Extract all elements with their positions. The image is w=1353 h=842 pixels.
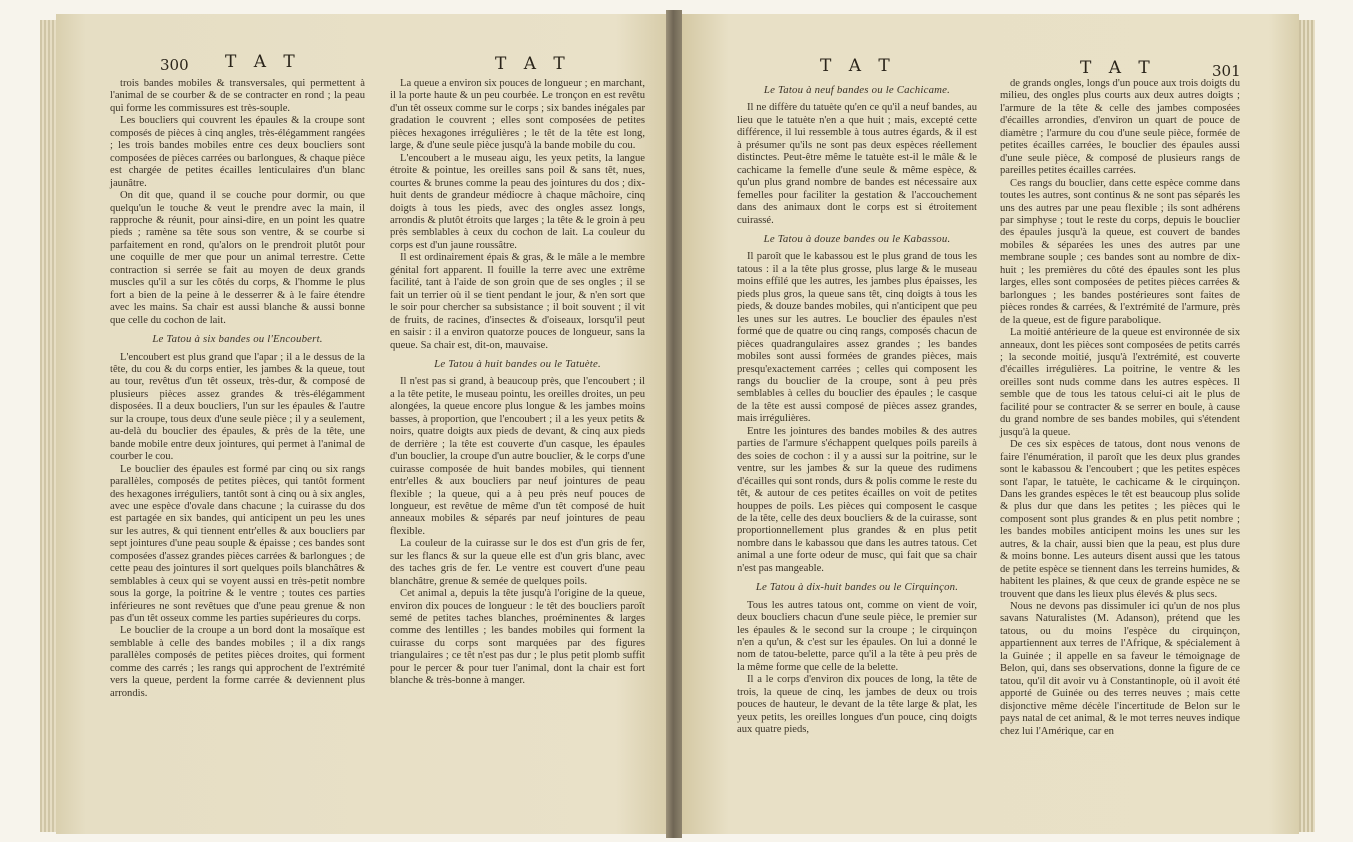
paragraph: Tous les autres tatous ont, comme on vient de voir, deux boucliers chacun d'une seule pièce, le premier sur les épaules & le second sur la croupe ; le cirquinçon n'en a qu'un, & c'est sur les épaules. On lui a donné le nom de tatou-belette, parce qu'il a la tête à peu près de la même forme que celle de la belette. [737, 599, 977, 673]
section-heading: Le Tatou à huit bandes ou le Tatuète. [434, 357, 601, 370]
running-head-left-2: T A T [495, 54, 571, 74]
right-page-column-1 [737, 78, 977, 737]
paragraph: de grands ongles, longs d'un pouce aux trois doigts du milieu, des ongles plus courts aux deux autres doigts ; l'armure de la tête & celle des jambes composées d'écailles arrondies, d'environ un quart de pouce de diamètre ; l'armure du cou d'une seule pièce, formée de petites écailles carrées, le bouclier des épaules aussi d'une seule pièce, & composé de plusieurs rangs de pareilles petites écailles carrées. [1000, 78, 1240, 177]
paragraph: Il paroît que le kabassou est le plus grand de tous les tatous : il a la tête plus grosse, plus large & le museau moins effilé que les autres, les jambes plus épaisses, les pieds plus gros, la queue sans têt, cinq doigts à tous les pieds, & douze bandes mobiles, qui n'anticipent que peu les unes sur les autres. Le bouclier des épaules n'est formé que de quatre ou cinq rangs, composés chacun de pièces quadrangulaires assez grandes ; les bandes mobiles sont aussi formées de grandes pièces, mais presqu'exactement carrées ; celles qui composent les rangs du bouclier de la croupe, sont à peu près semblables à celles du bouclier des épaules ; le casque de la tête est aussi composé de pièces assez grandes, mais irrégulières. [737, 251, 977, 425]
running-head-right-2: T A T [1080, 58, 1156, 78]
paragraph: Il a le corps d'environ dix pouces de long, la tête de trois, la queue de cinq, les jambes de deux ou trois pouces de hauteur, le devant de la tête large & plat, les yeux petits, les oreilles longues d'un pouce, cinq doigts aux quatre pieds, [737, 674, 977, 736]
paragraph: Cet animal a, depuis la tête jusqu'à l'origine de la queue, environ dix pouces de longueur : le têt des boucliers paroît semé de petites taches blanches, proéminentes & larges comme des lentilles ; les bandes mobiles qui forment la cuirasse du corps sont marquées par des figures triangulaires ; ce têt n'est pas dur ; le plus petit plomb suffit pour le percer & pour tuer l'animal, dont la chair est fort blanche & très-bonne à manger. [390, 588, 645, 687]
section-heading: Le Tatou à six bandes ou l'Encoubert. [152, 333, 323, 346]
right-page-column-2 [1000, 78, 1240, 738]
paragraph: Les boucliers qui couvrent les épaules & la croupe sont composés de pièces à cinq angles, très-élégamment rangées ; les trois bandes mobiles entre ces deux boucliers sont composées de pièces carrées ou barlongues, & chaque pièce est chargée de petites écailles lenticulaires d'un blanc jaunâtre. [110, 115, 365, 189]
paragraph: L'encoubert a le museau aigu, les yeux petits, la langue étroite & pointue, les oreilles sans poil & sans têt, nues, courtes & brunes comme la peau des jointures du dos ; dix-huit dents de grandeur médiocre à chaque mâchoire, cinq doigts à tous les pieds, avec des ongles assez longs, arrondis & plutôt étroits que larges ; la tête & le groin à peu près semblables à ceux du cochon de lait. La couleur du corps est d'un jaune roussâtre. [390, 152, 645, 251]
paragraph: Nous ne devons pas dissimuler ici qu'un de nos plus savans Naturalistes (M. Adanson), prétend que les tatous, ou du moins l'espèce du cirquinçon, appartiennent aux terres de l'Afrique, & spécialement à la Guinée ; il appelle en sa faveur le témoignage de Belon, qui, dans ses observations, donne la figure de ce tatou, qu'il dit avoir vu à Constantinople, où il avoit été apporté de Guinée ou des terres neuves ; mais cette disjonctive même décèle l'incertitude de Belon sur le pays natal de cet animal, & le mot terres neuves indique chez lui l'Amérique, car en [1000, 601, 1240, 737]
running-head-right-1: T A T [820, 56, 896, 76]
paragraph: On dit que, quand il se couche pour dormir, ou que quelqu'un le touche & veut le prendre avec la main, il rapproche & réunit, pour ainsi-dire, en un point les quatre pieds ; ramène sa tête sous son ventre, & se courbe si parfaitement en rond, qu'alors on le prendroit plutôt pour une coquille de mer que pour un animal terrestre. Cette contraction si serrée se fait au moyen de deux grands muscles qu'il a sur les côtés du corps, & l'homme le plus fort a bien de la peine à le desserrer & à le faire étendre avec les mains. Sa chair est aussi blanche & aussi bonne que celle du cochon de lait. [110, 190, 365, 326]
page-number-right: 301 [1212, 62, 1241, 80]
left-page-column-1 [110, 78, 365, 700]
paragraph: Le bouclier de la croupe a un bord dont la mosaïque est semblable à celle des bandes mobiles ; il a dix rangs parallèles composés de petites pièces droites, qui forment comme des carrés ; les rangs qui approchent de l'extrémité vers la queue, perdent la forme carrée & deviennent plus arrondis. [110, 625, 365, 699]
paragraph: trois bandes mobiles & transversales, qui permettent à l'animal de se courber & de se contracter en rond ; la peau qui forme les commissures est très-souple. [110, 78, 365, 114]
paragraph: Ces rangs du bouclier, dans cette espèce comme dans toutes les autres, sont continus & ne sont pas séparés les uns des autres par une peau flexible ; ils sont adhérens par simphyse ; tout le reste du corps, depuis le bouclier des épaules jusqu'à la queue, est couvert de bandes mobiles & séparées les unes des autres par une membrane souple ; ces bandes sont au nombre de dix-huit ; les premières du côté des épaules sont les plus larges, elles sont composées de petites pièces carrées & barlongues ; les bandes postérieures sont faites de pièces rondes & carrées, & l'extrémité de l'armure, près de la queue, est de figure parabolique. [1000, 177, 1240, 326]
paragraph: Entre les jointures des bandes mobiles & des autres parties de l'armure s'échappent quelques poils pareils à des soies de cochon : il y a aussi sur la poitrine, sur le ventre, sur les jambes & sur la queue des rudimens d'écailles qui sont ronds, durs & polis comme le reste du têt, & autour de ces petites écailles on voit de petites houppes de poils. Les pièces qui composent le casque de la tête, celle des deux boucliers & de la cuirasse, sont proportionnellement plus grandes & en plus petit nombre dans le kabassou que dans les autres tatous. Cet animal a une forte odeur de musc, qui fait que sa chair n'est pas mangeable. [737, 425, 977, 574]
paragraph: La queue a environ six pouces de longueur ; en marchant, il la porte haute & un peu courbée. Le tronçon en est revêtu d'un têt osseux comme sur le corps ; six bandes inégales par gradation le couvrent ; elles sont composées de petites pièces hexagones irrégulières ; le têt de la tête est long, large, & d'une seule pièce jusqu'à la bande mobile du cou. [390, 78, 645, 152]
paragraph: Le bouclier des épaules est formé par cinq ou six rangs parallèles, composés de petites pièces, qui tantôt forment des hexagones irréguliers, tantôt sont à cinq ou à six angles, avec une espèce d'ovale dans chacune ; la cuirasse du dos est partagée en six bandes, qui anticipent un peu les unes sur les autres, & qui tiennent entr'elles & aux boucliers par sept jointures d'une peau souple & épaisse ; ces bandes sont composées d'assez grandes pièces carrées & barlongues ; de cette peau des jointures il sort quelques poils blanchâtres & semblables à ceux qui se voyent aussi en très-petit nombre sous la gorge, la poitrine & le ventre ; toutes ces parties inférieures ne sont revêtues que d'une peau grenue & non pas d'un têt osseux comme les parties supérieures du corps. [110, 463, 365, 625]
paragraph: De ces six espèces de tatous, dont nous venons de faire l'énumération, il paroît que les deux plus grandes sont le kabassou & l'encoubert ; que les petites espèces sont l'apar, le tatuète, le cachicame & le cirquinçon. Dans les grandes espèces le têt est beaucoup plus solide & plus dur que dans les petites ; les pièces qui le composent sont plus grandes & en plus petit nombre ; les bandes mobiles anticipent moins les unes sur les autres, & la chair, aussi bien que la peau, est plus dure & moins bonne. Les auteurs disent aussi que les tatous de petite espèce se tiennent dans les terreins humides, & habitent les plaines, & que ceux de grande espèce ne se trouvent que dans les lieux plus élevés & plus secs. [1000, 439, 1240, 600]
left-page-column-2 [390, 78, 645, 688]
page-edges-right [1297, 20, 1315, 832]
section-heading: Le Tatou à neuf bandes ou le Cachicame. [763, 84, 951, 96]
running-head-left-1: T A T [225, 52, 301, 72]
paragraph: La moitié antérieure de la queue est environnée de six anneaux, dont les pièces sont composées de petits carrés ; la seconde moitié, jusqu'à l'extrémité, est couverte d'écailles irrégulières. La poitrine, le ventre & les oreilles sont nuds comme dans les autres espèces. Il semble que de tous les tatous celui-ci ait le plus de facilité pour se contracter & se serrer en boule, à cause du grand nombre de ses bandes mobiles, qui s'étendent jusqu'à la queue. [1000, 327, 1240, 438]
section-heading: Le Tatou à douze bandes ou le Kabassou. [763, 232, 951, 245]
section-heading: Le Tatou à dix-huit bandes ou le Cirquinçon. [755, 581, 959, 594]
paragraph: Il n'est pas si grand, à beaucoup près, que l'encoubert ; il a la tête petite, le museau pointu, les oreilles droites, un peu alongées, la queue encore plus longue & les jambes moins basses, à proportion, que l'encoubert ; il a les yeux petits & noirs, quatre doigts aux pieds de devant, & cinq aux pieds de derrière ; la tête est couverte d'un casque, les épaules d'un bouclier, la croupe d'un autre bouclier, & le corps d'une cuirasse composée de huit bandes mobiles, qui tiennent entr'elles & aux boucliers par neuf jointures de peau flexible ; la queue, qui a à peu près neuf pouces de longueur, est revêtue de même d'un têt composé de huit anneaux mobiles & séparés par neuf jointures de peau flexible. [390, 376, 645, 537]
paragraph: La couleur de la cuirasse sur le dos est d'un gris de fer, sur les flancs & sur la queue elle est d'un gris blanc, avec des taches gris de fer. Le ventre est couvert d'une peau blanchâtre, grenue & semée de quelques poils. [390, 538, 645, 587]
paragraph: Il est ordinairement épais & gras, & le mâle a le membre génital fort apparent. Il fouille la terre avec une extrême facilité, tant à l'aide de son groin que de ses ongles ; il se fait un terrier où il se tient pendant le jour, & n'en sort que le soir pour chercher sa subsistance ; il boit souvent ; il vit de fruits, de racines, d'insectes & d'oiseaux, lorsqu'il peut en saisir : il a environ quatorze pouces de longueur, sans la queue. Sa chair est, dit-on, mauvaise. [390, 252, 645, 351]
paragraph: Il ne diffère du tatuète qu'en ce qu'il a neuf bandes, au lieu que le tatuète n'en a que huit ; mais, excepté cette différence, il lui ressemble à tous autres égards, & il est à présumer qu'ils ne sont pas deux espèces réellement distinctes. Peut-être même le tatuète est-il le mâle & le cachicame la femelle d'une seule & même espèce, & qu'un plus grand nombre de bandes est nécessaire aux femelles pour faciliter la gestation & l'accouchement dans des animaux dont le corps est si étroitement cuirassé. [737, 102, 977, 226]
paragraph: L'encoubert est plus grand que l'apar ; il a le dessus de la tête, du cou & du corps entier, les jambes & la queue, tout au tour, revêtus d'un têt osseux, très-dur, & composé de plusieurs pièces assez grandes & très-élégamment disposées. Il a deux boucliers, l'un sur les épaules & l'autre sur la croupe, tous deux d'une seule pièce ; il y a seulement, au-delà du bouclier des épaules, & près de la tête, une bande mobile entre deux jointures, qui permet à l'animal de courber le cou. [110, 351, 365, 463]
book-gutter [666, 10, 682, 838]
page-number-left: 300 [160, 56, 189, 74]
